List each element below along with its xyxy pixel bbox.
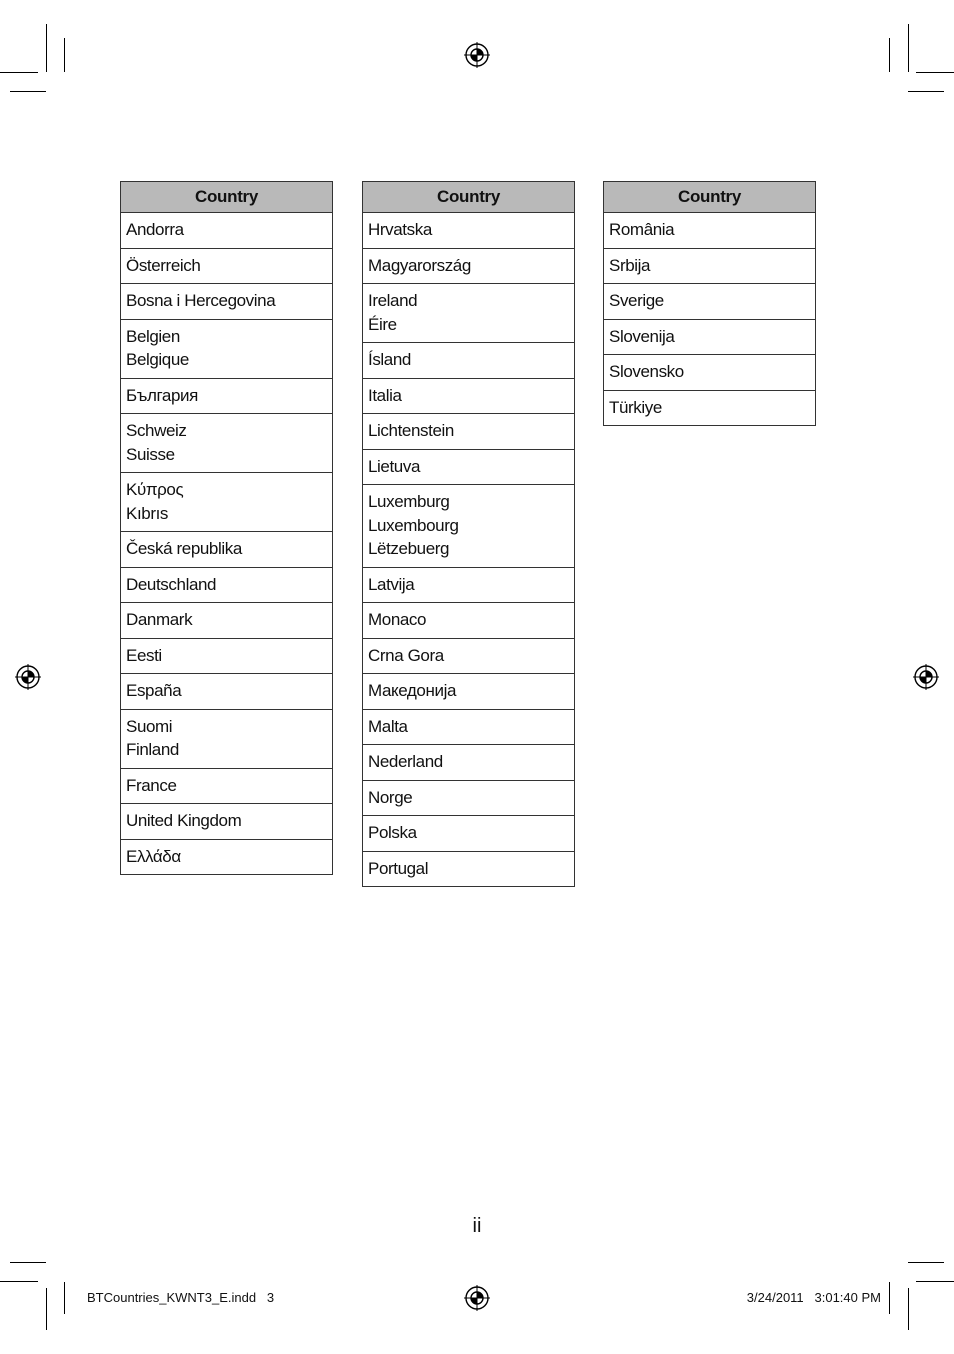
table-row [121, 639, 332, 675]
table-row [363, 781, 574, 817]
country-name: Luxembourg [368, 515, 459, 535]
crop-mark [0, 72, 38, 73]
country-name: Česká republika [126, 539, 242, 558]
crop-mark [916, 72, 954, 73]
crop-mark [889, 1282, 890, 1314]
table-row [121, 249, 332, 285]
country-name: Monaco [368, 610, 427, 629]
table-row [363, 568, 574, 604]
country-name: France [126, 775, 177, 795]
table-row [604, 213, 815, 249]
country-table-3 [603, 181, 816, 426]
crop-mark [908, 1288, 909, 1330]
table-row [363, 485, 574, 568]
crop-mark [64, 38, 65, 72]
country-name: Lietuva [368, 456, 421, 476]
table-row [121, 284, 332, 320]
country-name: Κύπρος [126, 480, 184, 499]
table-header: Country [363, 182, 574, 213]
country-name: Belgien [126, 326, 180, 346]
country-name: Eesti [126, 645, 162, 665]
country-name: Bosna i Hercegovina [126, 291, 276, 310]
crop-mark [889, 38, 890, 72]
country-name: Македонија [368, 681, 457, 700]
crop-mark [46, 1288, 47, 1330]
table-row [363, 745, 574, 781]
country-name: United Kingdom [126, 811, 242, 830]
country-name: Crna Gora [368, 645, 444, 665]
table-row [121, 414, 332, 473]
country-name: România [609, 220, 675, 239]
country-name: Polska [368, 823, 417, 842]
table-row [363, 852, 574, 888]
country-name: Hrvatska [368, 220, 432, 239]
country-name: Ελλάδα [126, 846, 181, 866]
crop-mark [10, 91, 46, 92]
table-header: Country [121, 182, 332, 213]
country-name: Ísland [368, 350, 411, 369]
footer-file-name: BTCountries_KWNT3_E.indd 3 [87, 1290, 275, 1305]
registration-mark-icon [15, 664, 41, 690]
crop-mark [908, 24, 909, 72]
table-row [363, 816, 574, 852]
country-name: Magyarország [368, 255, 471, 275]
country-name: Sverige [609, 291, 664, 310]
crop-mark [46, 24, 47, 72]
table-row [363, 414, 574, 450]
table-row [121, 532, 332, 568]
crop-mark [10, 1262, 46, 1263]
country-name: Lëtzebuerg [368, 539, 450, 558]
table-row [121, 769, 332, 805]
table-row [363, 450, 574, 486]
table-row [121, 568, 332, 604]
country-name: Italia [368, 385, 402, 405]
table-row [363, 710, 574, 746]
table-row [121, 804, 332, 840]
table-row [363, 249, 574, 285]
country-name: Slovensko [609, 362, 684, 381]
registration-mark-icon [464, 1285, 490, 1311]
country-name: Nederland [368, 752, 443, 771]
table-row [121, 674, 332, 710]
table-body [121, 213, 332, 875]
country-name: Ireland [368, 291, 418, 310]
crop-mark [908, 1262, 944, 1263]
country-name: Belgique [126, 350, 189, 369]
country-name: Suisse [126, 444, 175, 464]
country-name: Luxemburg [368, 492, 450, 511]
country-name: Portugal [368, 858, 429, 878]
footer-datetime: 3/24/2011 3:01:40 PM [746, 1290, 881, 1305]
table-row [604, 391, 815, 427]
table-row [604, 320, 815, 356]
country-name: Schweiz [126, 421, 187, 440]
table-row [121, 473, 332, 532]
table-row [604, 284, 815, 320]
country-name: Kıbrıs [126, 503, 169, 523]
country-name: Suomi [126, 716, 173, 736]
crop-mark [908, 91, 944, 92]
table-row [121, 379, 332, 415]
country-name: España [126, 681, 182, 700]
table-row [363, 603, 574, 639]
country-name: България [126, 385, 198, 405]
table-row [363, 674, 574, 710]
country-name: Slovenija [609, 326, 675, 346]
country-name: Norge [368, 787, 413, 807]
table-row [121, 603, 332, 639]
country-table-2 [362, 181, 575, 887]
table-row [604, 355, 815, 391]
page-number: ii [472, 1215, 482, 1237]
country-table-1 [120, 181, 333, 875]
table-row [121, 840, 332, 876]
table-row [363, 284, 574, 343]
country-name: Danmark [126, 610, 193, 629]
table-row [363, 639, 574, 675]
registration-mark-icon [464, 42, 490, 68]
country-name: Deutschland [126, 574, 217, 594]
crop-mark [916, 1281, 954, 1282]
table-header: Country [604, 182, 815, 213]
table-row [121, 320, 332, 379]
table-row [121, 213, 332, 249]
table-row [363, 213, 574, 249]
table-row [604, 249, 815, 285]
table-body [604, 213, 815, 426]
table-row [121, 710, 332, 769]
country-name: Österreich [126, 255, 201, 275]
registration-mark-icon [913, 664, 939, 690]
country-name: Srbija [609, 255, 651, 275]
country-name: Éire [368, 314, 397, 334]
country-name: Malta [368, 716, 408, 736]
table-row [363, 379, 574, 415]
country-name: Andorra [126, 220, 184, 239]
table-row [363, 343, 574, 379]
table-body [363, 213, 574, 887]
country-name: Türkiye [609, 397, 662, 417]
country-name: Lichtenstein [368, 421, 454, 440]
country-name: Latvija [368, 574, 415, 594]
country-name: Finland [126, 740, 179, 759]
crop-mark [0, 1281, 38, 1282]
crop-mark [64, 1282, 65, 1314]
